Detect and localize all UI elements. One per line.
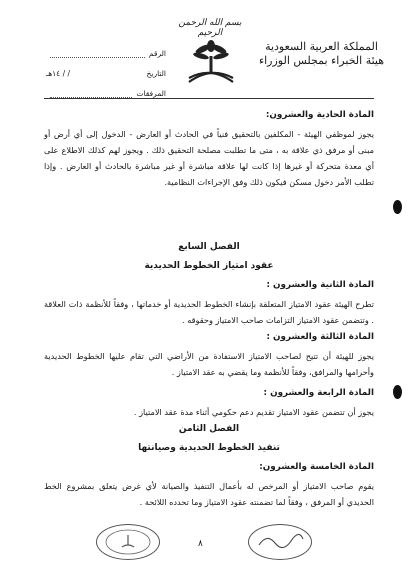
- binder-hole: [393, 200, 402, 214]
- official-stamp-right: [248, 524, 312, 560]
- chapter-7-title: الفصل السابع: [178, 242, 240, 252]
- basmala: بسم الله الرحمن الرحيم: [178, 18, 242, 38]
- chapter-8-subtitle: تنفيذ الخطوط الحديدية وصيانتها: [138, 443, 280, 453]
- article-23-heading: المادة الثالثة والعشرون :: [266, 332, 374, 342]
- date-label: التاريخ: [146, 69, 166, 78]
- org-line-1: المملكة العربية السعودية: [265, 40, 378, 53]
- ref-field: [50, 44, 145, 58]
- article-21-heading: المادة الحادية والعشرون:: [265, 110, 374, 120]
- date-value: / / ١٤هـ: [46, 69, 71, 78]
- article-21-text: يجوز لموظفي الهيئة - المكلفين بالتحقيق فنياً في الحادث أو العارض - الدخول إلى أي أرض أو مبنى أو مرفق ذي علاقة به ، متى ما تطلبت مصلحة التحقيق ذلك . ويجوز لهم كذلك الاطلاع على أي معدة متحركة أو غيرها إذا كانت لها علاقة مباشرة أو غير مباشرة بالحادث أو العارض . وإذا تطلب الأمر دخول مسكن فيكون ذلك وفق الإجراءات النظامية.: [44, 129, 374, 187]
- org-line-2: هيئة الخبراء بمجلس الوزراء: [258, 54, 385, 67]
- article-23-text: يجوز للهيئة أن تتيح لصاحب الامتياز الاستفادة من الأراضي التي تقام عليها الخطوط الحديدية وأحرامها والمرافق، وفقاً للأنظمة وما يقضي به عقد الامتياز .: [44, 351, 374, 377]
- article-25-heading: المادة الخامسة والعشرون:: [259, 462, 374, 472]
- page-number: ٨: [198, 539, 203, 549]
- signature-scribble-icon: [249, 525, 311, 559]
- article-24-heading: المادة الرابعة والعشرون :: [263, 388, 374, 398]
- article-25-text: يقوم صاحب الامتياز أو المرخص له بأعمال التنفيذ والصيانة لأي غرض يتعلق بمشروع الخط الحديدي أو المرفق ، وفقاً لما تضمنته عقود الامتياز وما تحدده اللائحة .: [44, 481, 374, 507]
- stamp-emblem-icon: [97, 525, 159, 559]
- document-meta: [46, 44, 166, 104]
- official-stamp-left: [96, 524, 160, 560]
- organization-name: [254, 40, 389, 68]
- article-22-text: تطرح الهيئة عقود الامتياز المتعلقة بإنشاء الخطوط الحديدية أو خدماتها ، وفقاً للأنظمة ذات العلاقة . وتتضمن عقود الامتياز التزامات صاحب الامتياز وحقوقه .: [44, 299, 374, 325]
- chapter-8-title: الفصل الثامن: [178, 424, 240, 434]
- header-divider: [44, 98, 374, 99]
- binder-hole: [393, 385, 402, 399]
- saudi-emblem-icon: [183, 36, 239, 90]
- article-22-heading: المادة الثانية والعشرون :: [266, 280, 374, 290]
- attachments-label: المرفقات: [136, 89, 166, 98]
- article-24-text: يجوز أن تتضمن عقود الامتياز تقديم دعم حكومي أثناء مدة عقد الامتياز .: [133, 407, 374, 417]
- attachments-field: [50, 84, 132, 98]
- chapter-7-subtitle: عقود امتياز الخطوط الحديدية: [144, 261, 274, 271]
- ref-label: الرقم: [148, 49, 166, 58]
